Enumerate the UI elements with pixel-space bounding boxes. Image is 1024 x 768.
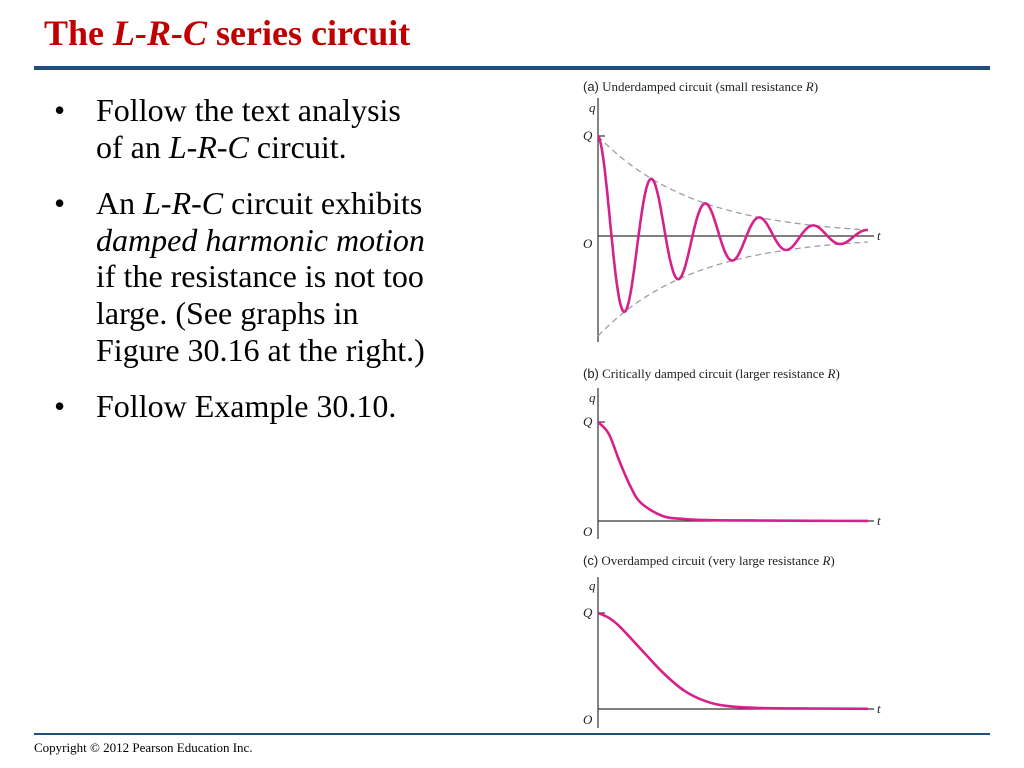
panel-c-caption xyxy=(583,553,835,569)
charge-curve xyxy=(598,136,868,312)
y-tick-label: Q xyxy=(583,605,593,620)
y-axis-label: q xyxy=(589,578,596,593)
x-axis-label: t xyxy=(877,701,881,716)
panel-caption-text: Critically damped circuit (larger resistance xyxy=(598,366,828,381)
bullet-text: large. (See graphs in xyxy=(96,294,359,331)
x-axis-label: t xyxy=(877,513,881,528)
panel-caption-text: Underdamped circuit (small resistance xyxy=(598,79,806,94)
panel-caption-text: ) xyxy=(835,366,840,381)
y-axis-label: q xyxy=(589,100,596,115)
bullet-text: Follow the text analysis xyxy=(96,92,401,128)
origin-label: O xyxy=(583,236,593,251)
bullet-text: Figure 30.16 at the right.) xyxy=(96,331,425,368)
title-italic: L-R-C xyxy=(113,13,208,53)
y-tick-label: Q xyxy=(583,128,593,143)
origin-label: O xyxy=(583,712,593,727)
footer-divider xyxy=(34,733,990,735)
title-post: series circuit xyxy=(207,13,411,53)
title-divider xyxy=(34,66,990,70)
bullet-text-italic: L-R-C xyxy=(143,185,224,222)
bullet-text: circuit. xyxy=(248,128,347,165)
panel-label: (a) xyxy=(583,79,599,94)
panel-a-caption xyxy=(583,79,818,95)
panel-caption-text: Overdamped circuit (very large resistance xyxy=(598,553,823,568)
panel-caption-text: ) xyxy=(830,553,835,568)
bullet-item xyxy=(46,92,516,165)
bullet-text: Follow Example 30.10. xyxy=(96,388,397,425)
bullet-item xyxy=(46,185,516,368)
charge-curve xyxy=(598,613,868,709)
bullet-text: circuit exhibits xyxy=(223,185,423,222)
bullet-symbol: • xyxy=(54,92,66,128)
charge-curve xyxy=(598,422,868,521)
underdamped-plot xyxy=(578,96,898,346)
panel-caption-text: ) xyxy=(813,79,819,94)
y-axis-label: q xyxy=(589,390,596,405)
origin-label: O xyxy=(583,524,593,539)
bullet-text: of an xyxy=(96,128,169,165)
panel-caption-var: R xyxy=(827,366,836,381)
x-axis-label: t xyxy=(877,228,881,243)
copyright-text: Copyright © 2012 Pearson Education Inc. xyxy=(34,740,253,755)
overdamped-plot xyxy=(578,573,898,733)
panel-b-caption xyxy=(583,366,840,382)
slide-title xyxy=(44,12,410,54)
bullet-symbol: • xyxy=(54,185,66,222)
bullet-symbol: • xyxy=(54,388,66,425)
bullet-text: An xyxy=(96,185,144,222)
bullet-text-italic: damped harmonic motion xyxy=(96,221,425,258)
bullet-list xyxy=(46,92,516,445)
envelope-lower xyxy=(598,242,868,336)
y-tick-label: Q xyxy=(583,414,593,429)
bullet-text-italic: L-R-C xyxy=(168,128,249,165)
critically-damped-plot xyxy=(578,384,898,544)
panel-caption-var: R xyxy=(805,79,814,94)
panel-label: (b) xyxy=(583,366,599,381)
envelope-upper xyxy=(598,136,868,230)
panel-label: (c) xyxy=(583,553,599,568)
bullet-item xyxy=(46,388,516,425)
panel-caption-var: R xyxy=(822,553,831,568)
title-pre: The xyxy=(44,13,114,53)
bullet-text: if the resistance is not too xyxy=(96,258,424,295)
